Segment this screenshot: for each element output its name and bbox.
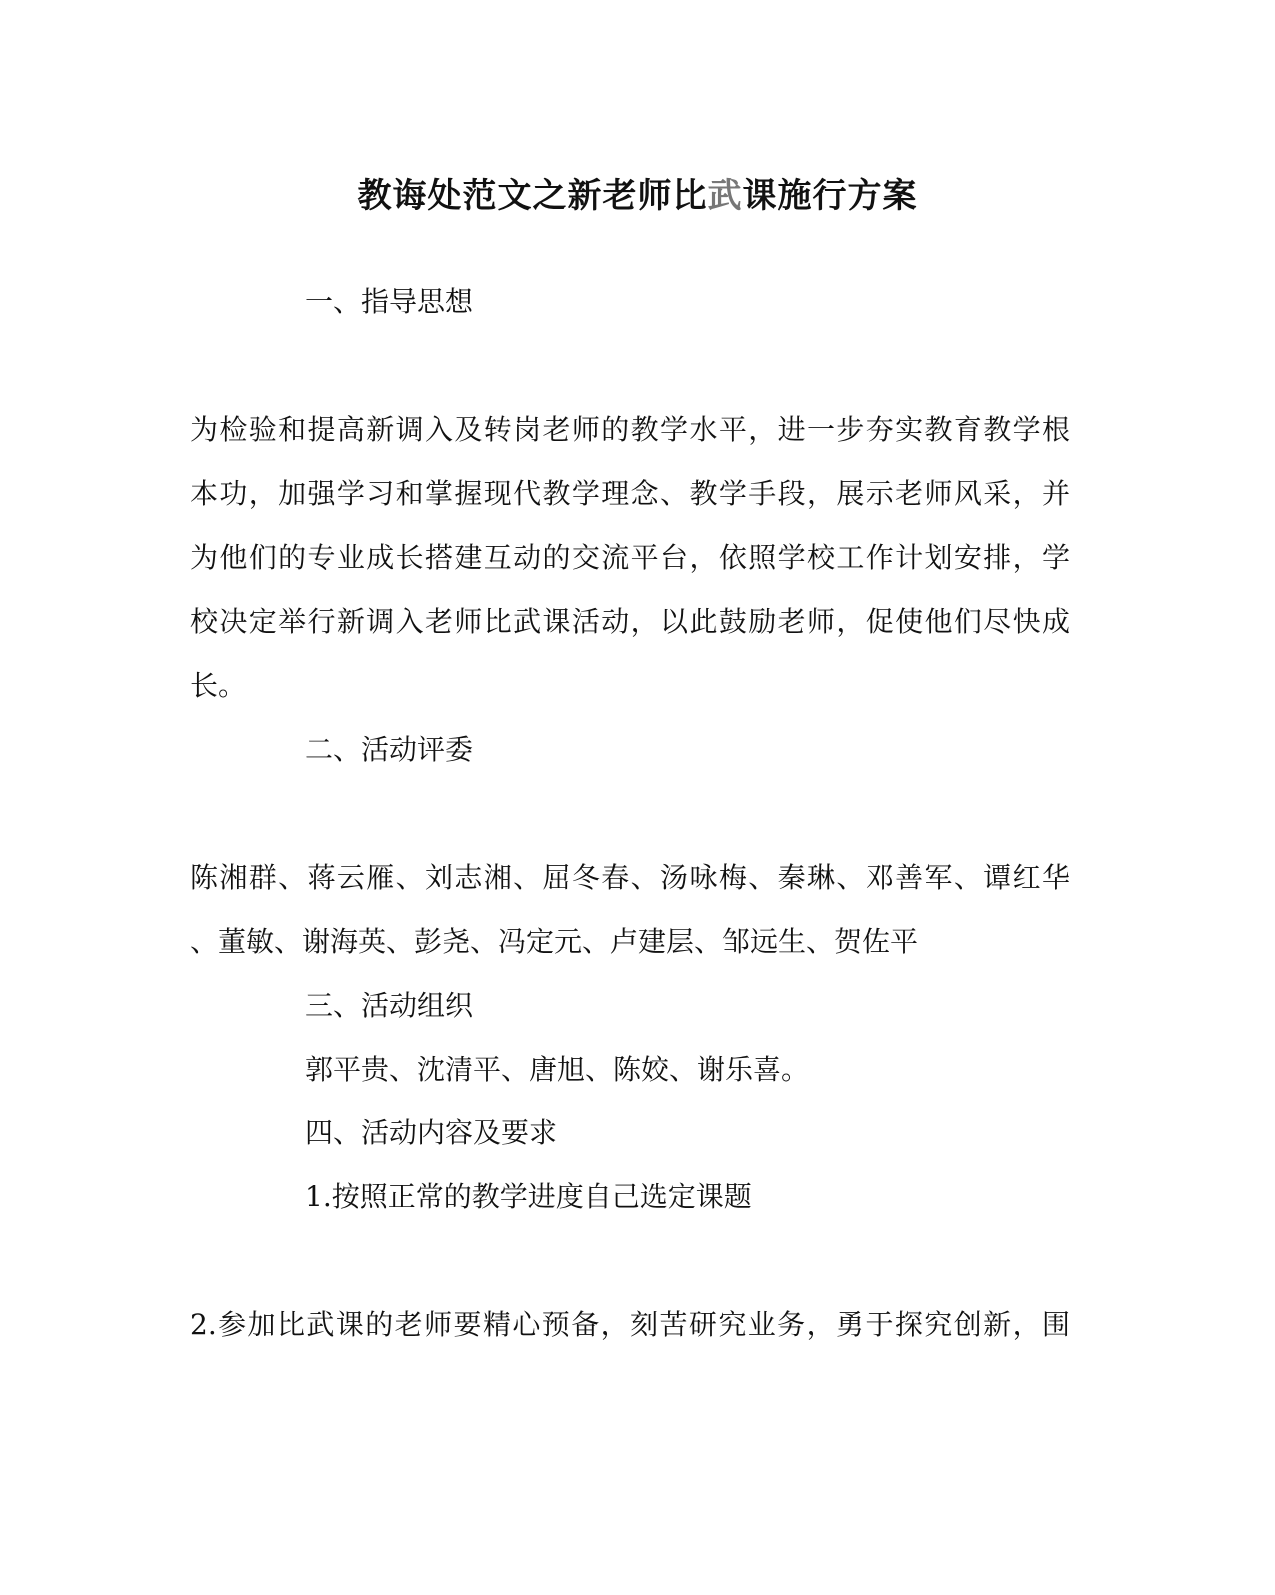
judges-list-line: 、董敏、谢海英、彭尧、冯定元、卢建层、邹远生、贺佐平 <box>190 925 919 958</box>
section-heading-judges: 二、活动评委 <box>305 733 474 766</box>
section-heading-guiding-thought: 一、指导思想 <box>305 285 474 318</box>
title-part-2: 课施行方案 <box>742 176 918 216</box>
requirement-item-1: 1.按照正常的教学进度自己选定课题 <box>305 1180 752 1213</box>
document-title <box>0 168 1275 217</box>
section-heading-organization: 三、活动组织 <box>305 989 474 1022</box>
organizers-list: 郭平贵、沈清平、唐旭、陈姣、谢乐喜。 <box>305 1053 810 1086</box>
judges-list-line: 陈湘群、蒋云雁、刘志湘、屈冬春、汤咏梅、秦琳、邓善军、谭红华 <box>190 861 1070 894</box>
section-heading-content-requirements: 四、活动内容及要求 <box>305 1116 558 1149</box>
paragraph-line: 为检验和提高新调入及转岗老师的教学水平，进一步夯实教育教学根 <box>190 413 1070 446</box>
title-accent-char: 武 <box>707 176 743 216</box>
paragraph-line: 本功，加强学习和掌握现代教学理念、教学手段，展示老师风采，并 <box>190 477 1070 510</box>
paragraph-line: 长。 <box>190 669 247 702</box>
paragraph-line: 为他们的专业成长搭建互动的交流平台，依照学校工作计划安排，学 <box>190 541 1070 574</box>
requirement-item-2: 2.参加比武课的老师要精心预备，刻苦研究业务，勇于探究创新，围 <box>190 1308 1070 1341</box>
paragraph-line: 校决定举行新调入老师比武课活动，以此鼓励老师，促使他们尽快成 <box>190 605 1070 638</box>
title-part-1: 教诲处范文之新老师比 <box>357 176 708 216</box>
